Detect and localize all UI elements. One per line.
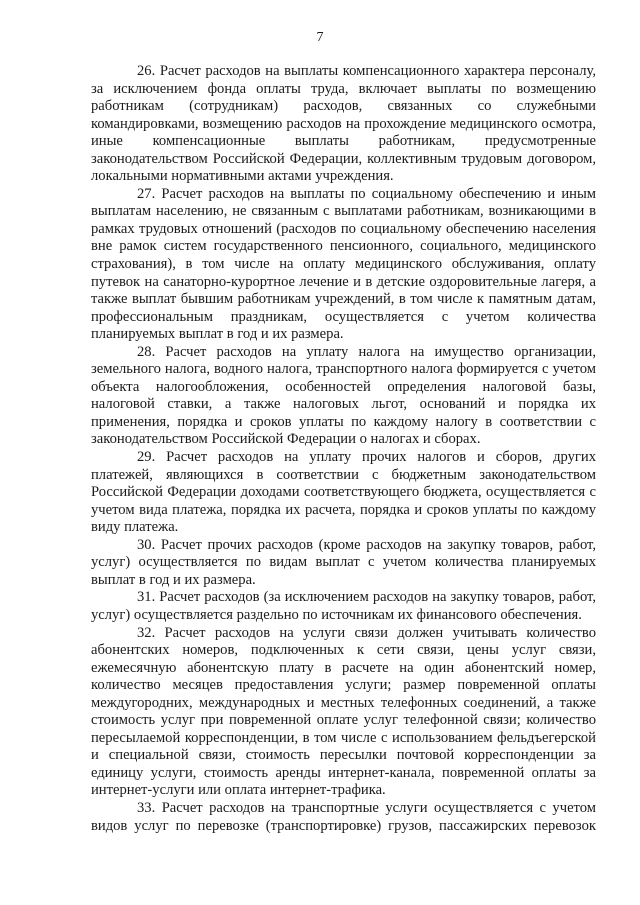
paragraph-30: 30. Расчет прочих расходов (кроме расходов на закупку товаров, работ, услуг) осуществляется по видам выплат с учетом количества планируемых выплат в год и их размера. [91,536,596,588]
page-number: 7 [316,30,324,45]
paragraph-33: 33. Расчет расходов на транспортные услуги осуществляется с учетом видов услуг по перевозке (транспортировке) грузов, пассажирских перевозок [91,799,596,834]
paragraph-29: 29. Расчет расходов на уплату прочих налогов и сборов, других платежей, являющихся в соответствии с бюджетным законодательством Российской Федерации доходами соответствующего бюджета, осуществляется с учетом вида платежа, порядка их расчета, порядка и сроков уплаты по каждому виду платежа. [91,449,596,536]
paragraph-31: 31. Расчет расходов (за исключением расходов на закупку товаров, работ, услуг) осуществляется раздельно по источникам их финансового обеспечения. [91,589,596,623]
paragraph-27: 27. Расчет расходов на выплаты по социальному обеспечению и иным выплатам населению, не связанным с выплатами работникам, возникающими в рамках трудовых отношений (расходов по социальному обеспечению населения вне рамок систем государственного пенсионного, социального, медицинского страхования), в том числе на оплату медицинского обслуживания, оплату путевок на санаторно-курортное лечение и в детские оздоровительные лагеря, а также выплат бывшим работникам учреждений, в том числе к памятным датам, профессиональным праздникам, осуществляется с учетом количества планируемых выплат в год и их размера. [91,185,596,343]
paragraph-26: 26. Расчет расходов на выплаты компенсационного характера персоналу, за исключением фонда оплаты труда, включает выплаты по возмещению работникам (сотрудникам) расходов, связанных со служебными командировками, возмещению расходов на прохождение медицинского осмотра, иные компенсационные выплаты работникам, предусмотренные законодательством Российской Федерации, коллективным трудовым договором, локальными нормативными актами учреждения. [91,63,596,185]
document-body [91,63,596,835]
paragraph-32: 32. Расчет расходов на услуги связи должен учитывать количество абонентских номеров, подключенных к сети связи, цены услуг связи, ежемесячную абонентскую плату в расчете на один абонентский номер, количество месяцев предоставления услуги; размер повременной оплаты междугородних, международных и местных телефонных соединений, а также стоимость услуг при повременной оплате услуг телефонной связи; количество пересылаемой корреспонденции, в том числе с использованием фельдъегерской и специальной связи, стоимость пересылки почтовой корреспонденции за единицу услуги, стоимость аренды интернет-канала, повременной оплаты за интернет-услуги или оплата интернет-трафика. [91,624,596,799]
paragraph-28: 28. Расчет расходов на уплату налога на имущество организации, земельного налога, водного налога, транспортного налога формируется с учетом объекта налогообложения, особенностей определения налоговой базы, налоговой ставки, а также налоговых льгот, оснований и порядка их применения, порядка и сроков уплаты по каждому налогу в соответствии с законодательством Российской Федерации о налогах и сборах. [91,343,596,448]
